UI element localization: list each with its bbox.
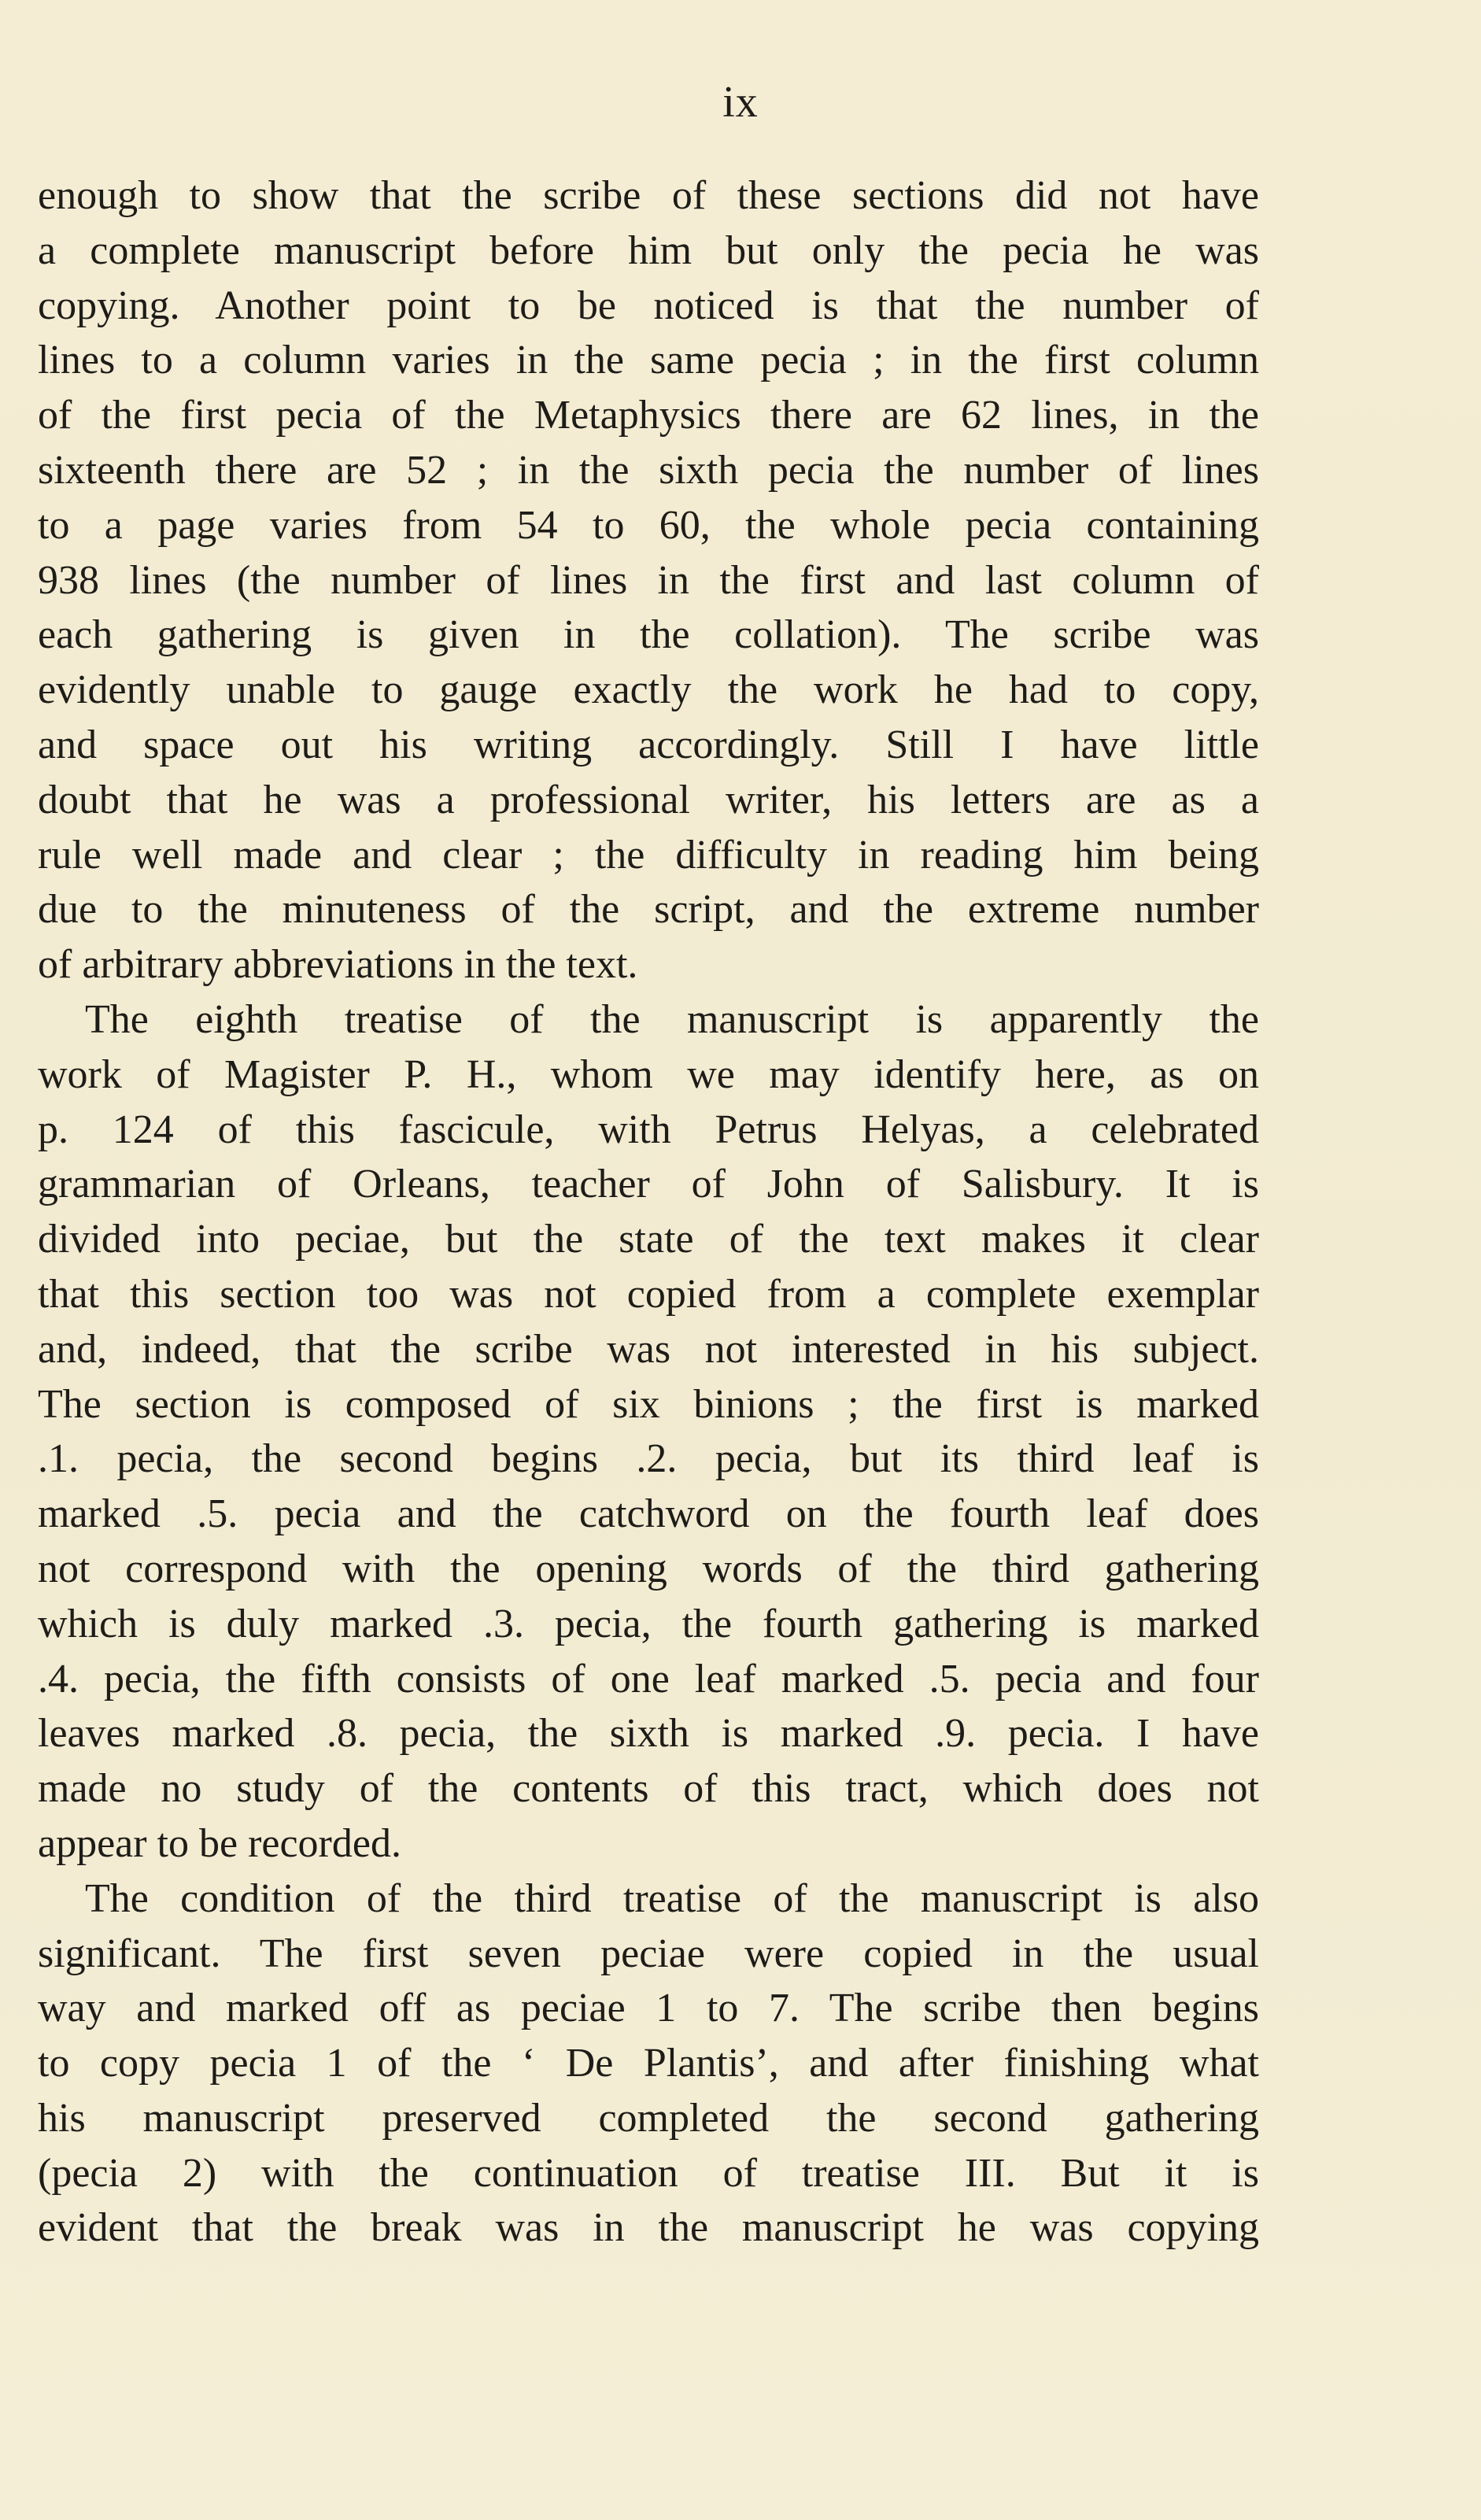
text-line: a complete manuscript before him but only the pecia he was [38,227,1259,273]
text-line: evident that the break was in the manuscript he was copying [38,2205,1259,2251]
text-line: made no study of the contents of this tract, which does not [38,1766,1259,1812]
text-line: lines to a column varies in the same pecia ; in the first column [38,338,1259,383]
text-line: p. 124 of this fascicule, with Petrus Helyas, a celebrated [38,1107,1259,1152]
text-line: not correspond with the opening words of the third gathering [38,1546,1259,1591]
text-line: The eighth treatise of the manuscript is apparently the [85,996,1259,1042]
text-line: his manuscript preserved completed the second gathering [38,2095,1259,2141]
text-line: that this section too was not copied from a complete exemplar [38,1271,1259,1317]
text-line: and space out his writing accordingly. Still I have little [38,722,1259,767]
text-line: each gathering is given in the collation). The scribe was [38,612,1259,658]
text-line: grammarian of Orleans, teacher of John of Salisbury. It is [38,1162,1259,1207]
text-line: significant. The first seven peciae were copied in the usual [38,1931,1259,1976]
text-line: rule well made and clear ; the difficulty in reading him being [38,832,1259,878]
text-line: marked .5. pecia and the catchword on the fourth leaf does [38,1491,1259,1537]
text-line: 938 lines (the number of lines in the first and last column of [38,557,1259,603]
text-line: enough to show that the scribe of these sections did not have [38,173,1259,218]
paragraph-1 [38,168,1259,992]
text-line: leaves marked .8. pecia, the sixth is marked .9. pecia. I have [38,1711,1259,1757]
text-line: (pecia 2) with the continuation of treatise III. But it is [38,2150,1259,2196]
text-line: copying. Another point to be noticed is that the number of [38,283,1259,328]
text-line: .1. pecia, the second begins .2. pecia, but its third leaf is [38,1436,1259,1482]
page-number: ix [722,78,759,127]
text-line: .4. pecia, the fifth consists of one leaf marked .5. pecia and four [38,1656,1259,1702]
text-line: divided into peciae, but the state of the text makes it clear [38,1217,1259,1262]
text-line: of arbitrary abbreviations in the text. [38,942,638,988]
text-line: and, indeed, that the scribe was not interested in his subject. [38,1326,1259,1372]
text-line: way and marked off as peciae 1 to 7. The scribe then begins [38,1986,1259,2031]
text-line: The section is composed of six binions ; the first is marked [38,1381,1259,1427]
text-line: due to the minuteness of the script, and the extreme number [38,887,1259,933]
text-line: evidently unable to gauge exactly the work he had to copy, [38,667,1259,713]
text-line: to a page varies from 54 to 60, the whole pecia containing [38,502,1259,548]
text-line: The condition of the third treatise of the manuscript is also [85,1875,1259,1921]
text-line: which is duly marked .3. pecia, the fourth gathering is marked [38,1601,1259,1646]
paragraph-3 [38,1872,1259,2256]
text-line: sixteenth there are 52 ; in the sixth pecia the number of lines [38,447,1259,493]
text-line: doubt that he was a professional writer, his letters are as a [38,777,1259,822]
paragraph-2 [38,992,1259,1872]
body-text [38,168,1259,2256]
text-line: to copy pecia 1 of the ‘ De Plantis’, and after finishing what [38,2041,1259,2086]
text-line: of the first pecia of the Metaphysics there are 62 lines, in the [38,393,1259,438]
text-line: work of Magister P. H., whom we may identify here, as on [38,1051,1259,1097]
text-line: appear to be recorded. [38,1820,401,1866]
